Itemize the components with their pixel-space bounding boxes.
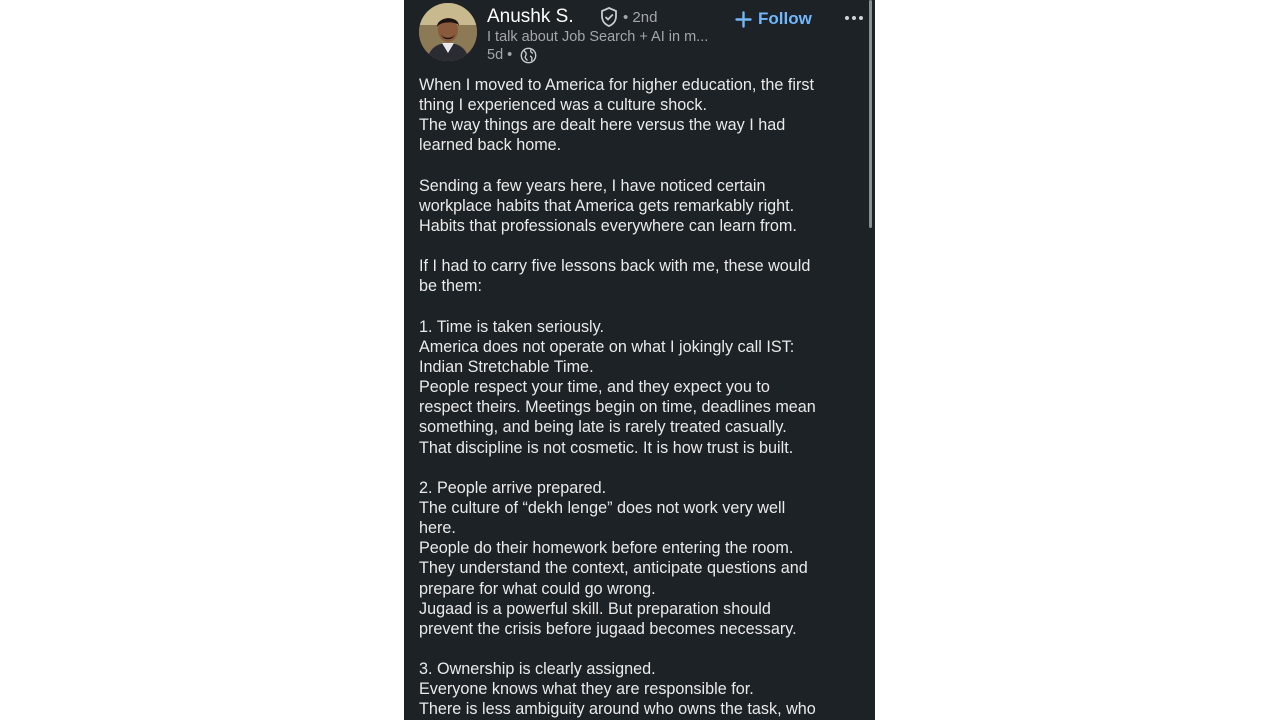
post-text-line: They understand the context, anticipate questions and: [419, 559, 808, 578]
post-text-line: When I moved to America for higher education, the first: [419, 76, 814, 94]
post-text-line: 1. Time is taken seriously.: [419, 317, 605, 336]
post-text-line: thing I experienced was a culture shock.: [419, 96, 707, 115]
post-time: 5d •: [487, 47, 513, 63]
post-text-line: [419, 297, 864, 317]
post-text-line: something, and being late is rarely treated casually.: [419, 418, 787, 437]
more-horizontal-icon[interactable]: [843, 8, 865, 28]
follow-button[interactable]: [735, 6, 812, 32]
post-text-line: Indian Stretchable Time.: [419, 357, 594, 376]
post-text-line: Everyone knows what they are responsible for.: [419, 680, 754, 699]
post-text-line: [419, 458, 864, 478]
post-text-line: Sending a few years here, I have noticed certain: [419, 176, 766, 195]
post-text-line: here.: [419, 519, 456, 538]
post-text-line: prepare for what could go wrong.: [419, 579, 656, 598]
post-body: [419, 75, 864, 720]
post-text-line: The culture of “dekh lenge” does not work very well: [419, 498, 786, 517]
post-text-line: 3. Ownership is clearly assigned.: [419, 660, 656, 679]
post-text-line: [419, 639, 864, 659]
post-text-line: People do their homework before entering the room.: [419, 539, 794, 558]
author-name[interactable]: Anushk S.: [487, 6, 574, 27]
post-text-line: Jugaad is a powerful skill. But preparation should: [419, 599, 771, 618]
globe-icon: [520, 47, 537, 64]
post-text-line: The way things are dealt here versus the way I had: [419, 116, 786, 135]
post-text-line: If I had to carry five lessons back with me, these would: [419, 257, 811, 276]
post-text-line: People respect your time, and they expect you to: [419, 378, 770, 397]
author-headline: I talk about Job Search + AI in m...: [487, 29, 709, 45]
post-text-line: There is less ambiguity around who owns the task, who: [419, 700, 816, 719]
connection-degree: • 2nd: [623, 9, 658, 26]
post-text-line: That discipline is not cosmetic. It is how trust is built.: [419, 438, 794, 457]
post-text-line: be them:: [419, 277, 482, 296]
post-header: [419, 3, 869, 65]
shield-check-icon: [599, 6, 619, 28]
post-text-line: learned back home.: [419, 136, 562, 155]
post-text-line: workplace habits that America gets remarkably right.: [419, 196, 795, 215]
author-avatar[interactable]: [419, 3, 477, 61]
scrollbar[interactable]: [869, 0, 872, 228]
post-text-line: Habits that professionals everywhere can learn from.: [419, 216, 797, 235]
linkedin-post-screen: [404, 0, 875, 720]
post-text-line: [419, 156, 864, 176]
post-text-line: America does not operate on what I jokingly call IST:: [419, 337, 795, 356]
plus-icon: [735, 11, 752, 28]
post-text-line: 2. People arrive prepared.: [419, 478, 607, 497]
follow-label: Follow: [758, 9, 812, 28]
post-text-line: respect theirs. Meetings begin on time, deadlines mean: [419, 398, 816, 417]
post-text-line: prevent the crisis before jugaad becomes necessary.: [419, 619, 797, 638]
post-text-line: [419, 236, 864, 256]
